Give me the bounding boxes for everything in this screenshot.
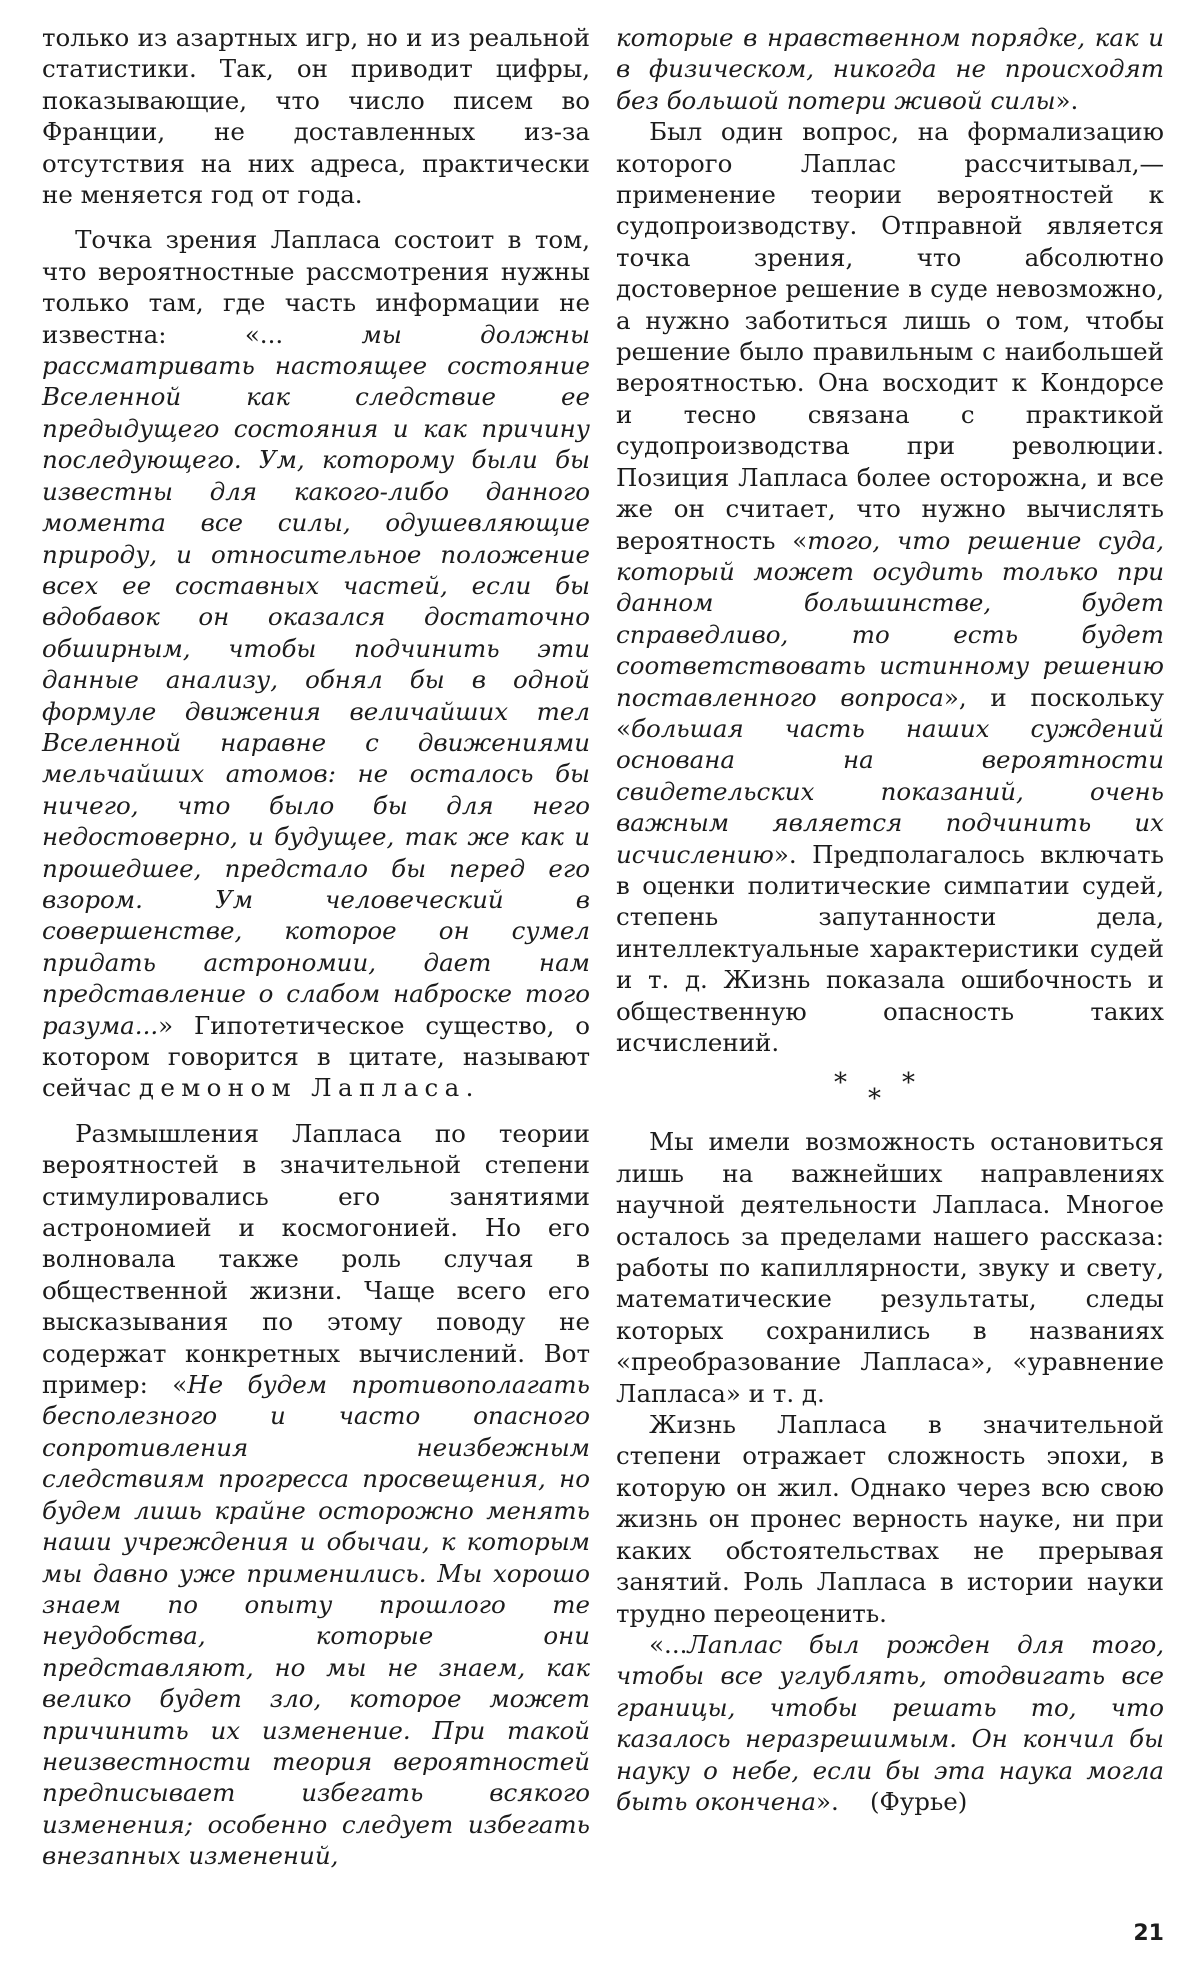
laplace-quote: того, что решение суда, который может осудить только при данном большинстве, будет справедливо, то есть будет соответствовать истинному решению поставленного вопроса: [616, 525, 1164, 712]
paragraph-text: ».: [1055, 85, 1079, 115]
paragraph-text: ». Предполагалось включать в оценки политические симпатии судей, степень запутанности дела, интеллектуальные характеристики судей и т. д. Жизнь показала ошибочность и общественную опасность таких исчислений.: [616, 839, 1164, 1057]
paragraph-text: », и поскольку «: [616, 682, 1164, 743]
paragraph-text: Жизнь Лапласа в значительной степени отражает сложность эпохи, в которую он жил. Однако через всю свою жизнь он пронес верность науке, ни при каких обстоятельствах не прерывая занятий. Роль Лапласа в истории науки трудно переоценить.: [616, 1410, 1164, 1628]
laplace-quote: которые в нравственном порядке, как и в физическом, никогда не происходят без большой потери живой силы: [616, 23, 1164, 115]
section-break-asterism: [616, 1064, 1164, 1126]
paragraph-text: Мы имели возможность остановиться лишь на важнейших направлениях научной деятельности Лапласа. Многое осталось за пределами нашего рассказа: работы по капиллярности, звуку и свету, математические результаты, следы которых сохранились в названиях «преобразование Лапласа», «уравнение Лапласа» и т. д.: [616, 1127, 1164, 1408]
paragraph-social-life: [42, 1118, 590, 1872]
asterism-star: *: [902, 1068, 915, 1099]
paragraph-jurisprudence: [616, 116, 1164, 1058]
spaced-term: демоном Лапласа: [138, 1073, 466, 1103]
asterism-star: *: [868, 1084, 881, 1115]
page-number: 21: [1133, 1921, 1164, 1946]
paragraph-text: .: [465, 1073, 474, 1103]
paragraph-text: Размышления Лапласа по теории вероятностей в значительной степени стимулировались его занятиями астрономией и космогонией. Но его волновала также роль случая в общественной жизни. Чаще всего его высказывания по этому поводу не содержат конкретных вычислений. Вот пример: «: [42, 1118, 590, 1400]
paragraph-statistics: [42, 22, 590, 210]
paragraph-other-work: [616, 1126, 1164, 1409]
paragraph-text: Был один вопрос, на формализацию которого Лаплас рассчитывал,— применение теории вероятностей к судопроизводству. Отправной является точка зрения, что абсолютно достоверное решение в суде невозможно, а нужно заботиться лишь о том, чтобы решение было правильным с наибольшей вероятностью. Она восходит к Кондорсе и тесно связана с практикой судопроизводства при революции. Позиция Лапласа более осторожна, и все же он считает, что нужно вычислять вероятность «: [616, 117, 1164, 555]
paragraph-text: Точка зрения Лапласа состоит в том, что вероятностные рассмотрения нужны только там, где часть информации не известна: «...: [42, 225, 590, 349]
paragraph-quote-continued: [616, 22, 1164, 116]
quote-attribution: (Фурье): [869, 1786, 968, 1816]
fourier-quote: Лаплас был рожден для того, чтобы все углублять, отодвигать все границы, чтобы решать то, что казалось неразрешимым. Он кончил бы науку о небе, если бы эта наука могла быть окончена: [616, 1629, 1164, 1816]
paragraph-fourier-quote: [616, 1629, 1164, 1817]
laplace-quote: большая часть наших суждений основана на вероятности свидетельских показаний, очень важным является подчинить их исчислению: [616, 713, 1164, 869]
paragraph-text: ».: [816, 1786, 839, 1816]
paragraph-text: только из азартных игр, но и из реальной статистики. Так, он приводит цифры, показывающие, что число писем во Франции, не доставленных из-за отсутствия на них адреса, практически не меняется год от года.: [42, 23, 590, 210]
paragraph-life: [616, 1409, 1164, 1629]
paragraph-text: «...: [649, 1629, 688, 1659]
laplace-quote: мы должны рассматривать настоящее состояние Вселенной как следствие ее предыдущего состояния и как причину последующего. Ум, которому были бы известны для какого-либо данного момента все силы, одушевляющие природу, и относительное положение всех ее составных частей, если бы вдобавок он оказался достаточно обширным, чтобы подчинить эти данные анализу, обнял бы в одной формуле движения величайших тел Вселенной наравне с движениями мельчайших атомов: не осталось бы ничего, что было бы для него недостоверно, и будущее, так же как и прошедшее, предстало бы перед его взором. Ум человеческий в совершенстве, которое он сумел придать астрономии, дает нам представление о слабом наброске того разума...: [42, 319, 590, 1040]
right-column: [616, 22, 1164, 1817]
laplace-quote: Не будем противополагать бесполезного и часто опасного сопротивления неизбежным следствиям прогресса просвещения, но будем лишь крайне осторожно менять наши учреждения и обычаи, к которым мы давно уже применились. Мы хорошо знаем по опыту прошлого те неудобства, которые они представляют, но мы не знаем, как велико будет зло, которое может причинить их изменение. При такой неизвестности теория вероятностей предписывает избегать всякого изменения; особенно следует избегать внезапных изменений,: [42, 1370, 590, 1871]
paragraph-text: » Гипотетическое существо, о котором говорится в цитате, называют сейчас: [42, 1010, 590, 1103]
paragraph-laplace-demon: [42, 224, 590, 1103]
asterism-star: *: [834, 1068, 847, 1099]
left-column: [42, 22, 590, 1872]
